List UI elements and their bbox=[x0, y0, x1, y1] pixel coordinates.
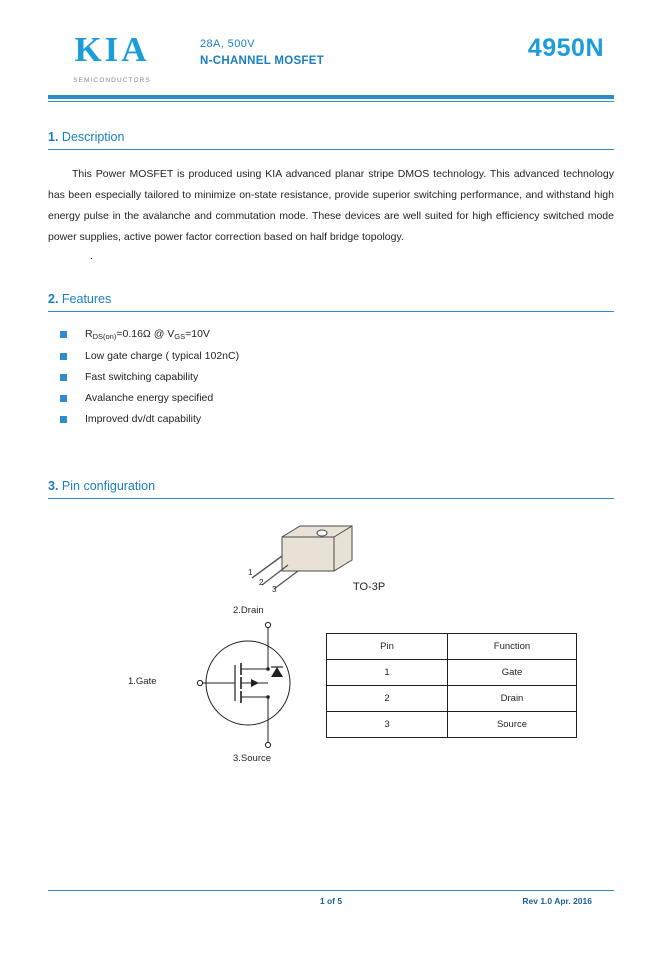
cell-pin-function: Source bbox=[448, 712, 577, 738]
feature-text: Avalanche energy specified bbox=[85, 392, 214, 404]
section-description-number: 1. bbox=[48, 130, 59, 144]
svg-text:3: 3 bbox=[272, 585, 277, 594]
logo-text: KIA bbox=[74, 30, 150, 69]
header-divider bbox=[48, 95, 614, 102]
section-features bbox=[48, 292, 614, 425]
part-number: 4950N bbox=[527, 34, 604, 62]
square-bullet-icon bbox=[60, 395, 67, 402]
list-item bbox=[60, 328, 614, 341]
square-bullet-icon bbox=[60, 353, 67, 360]
package-name-label: TO-3P bbox=[353, 581, 386, 593]
cell-pin-function: Drain bbox=[448, 686, 577, 712]
section-features-title bbox=[48, 292, 614, 310]
square-bullet-icon bbox=[60, 374, 67, 381]
description-paragraph-text: This Power MOSFET is produced using KIA advanced planar stripe DMOS technology. This advanced technology has been especially tailored to minimize on-state resistance, provide superior switching performance, and withstand high energy pulse in the avalanche and commutation mode. These devices are well suited for high efficiency switched mode power supplies, active power factor correction based on half bridge topology. bbox=[48, 168, 614, 243]
datasheet-page bbox=[0, 26, 662, 962]
page-footer bbox=[48, 890, 614, 910]
description-trailing-mark: . bbox=[90, 250, 93, 262]
svg-text:1: 1 bbox=[248, 568, 253, 577]
header-rule-thin bbox=[48, 101, 614, 102]
square-bullet-icon bbox=[60, 416, 67, 423]
feature-text: Improved dv/dt capability bbox=[85, 413, 202, 425]
pin-configuration-content bbox=[48, 505, 614, 795]
section-description-label: Description bbox=[61, 130, 125, 144]
symbol-label-gate: 1.Gate bbox=[128, 676, 157, 687]
feature-text: Fast switching capability bbox=[85, 371, 199, 383]
table-header-row bbox=[327, 634, 577, 660]
cell-pin-number: 2 bbox=[327, 686, 448, 712]
section-pin-configuration bbox=[48, 479, 614, 795]
section-features-rule bbox=[48, 311, 614, 312]
feature-rds-subscript: DS(on) bbox=[92, 332, 117, 341]
feature-text: Low gate charge ( typical 102nC) bbox=[85, 350, 240, 362]
pin-function-table bbox=[326, 633, 577, 738]
feature-vgs-subscript: GS bbox=[174, 332, 186, 341]
mosfet-symbol-svg bbox=[123, 605, 353, 770]
features-list bbox=[48, 328, 614, 425]
section-description-rule bbox=[48, 149, 614, 150]
section-pinconfig-title bbox=[48, 479, 614, 497]
list-item bbox=[60, 350, 614, 362]
section-features-label: Features bbox=[61, 292, 112, 306]
table-row bbox=[327, 660, 577, 686]
feature-vgs-value: =10V bbox=[185, 328, 210, 340]
page-number: 1 of 5 bbox=[319, 896, 343, 906]
section-description-title bbox=[48, 130, 614, 148]
logo-subtitle: SEMICONDUCTORS bbox=[73, 77, 151, 84]
device-type: N-CHANNEL MOSFET bbox=[200, 55, 325, 67]
header-device-info bbox=[200, 38, 324, 67]
cell-pin-function: Gate bbox=[448, 660, 577, 686]
list-item bbox=[60, 413, 614, 425]
company-logo bbox=[52, 32, 172, 84]
column-header-function: Function bbox=[448, 634, 577, 660]
description-paragraph bbox=[48, 164, 614, 248]
mosfet-symbol bbox=[123, 605, 353, 770]
revision-label: Rev 1.0 Apr. 2016 bbox=[522, 896, 592, 906]
device-ratings: 28A, 500V bbox=[200, 38, 255, 50]
footer-divider bbox=[48, 890, 614, 891]
symbol-label-drain: 2.Drain bbox=[233, 605, 264, 616]
square-bullet-icon bbox=[60, 331, 67, 338]
header-rule-thick bbox=[48, 95, 614, 99]
section-features-number: 2. bbox=[48, 292, 59, 306]
feature-rds-symbol: R bbox=[85, 328, 93, 340]
section-pinconfig-label: Pin configuration bbox=[61, 479, 156, 493]
svg-text:2: 2 bbox=[259, 578, 264, 587]
feature-rds-value: =0.16Ω @ V bbox=[116, 328, 175, 340]
section-pinconfig-rule bbox=[48, 498, 614, 499]
table-row bbox=[327, 712, 577, 738]
footer-content bbox=[48, 896, 614, 910]
symbol-label-source: 3.Source bbox=[233, 753, 272, 764]
list-item bbox=[60, 371, 614, 383]
list-item bbox=[60, 392, 614, 404]
cell-pin-number: 1 bbox=[327, 660, 448, 686]
cell-pin-number: 3 bbox=[327, 712, 448, 738]
page-header bbox=[48, 26, 614, 104]
section-description bbox=[48, 130, 614, 262]
feature-text bbox=[85, 328, 210, 341]
table-row bbox=[327, 686, 577, 712]
section-pinconfig-number: 3. bbox=[48, 479, 59, 493]
column-header-pin: Pin bbox=[327, 634, 448, 660]
